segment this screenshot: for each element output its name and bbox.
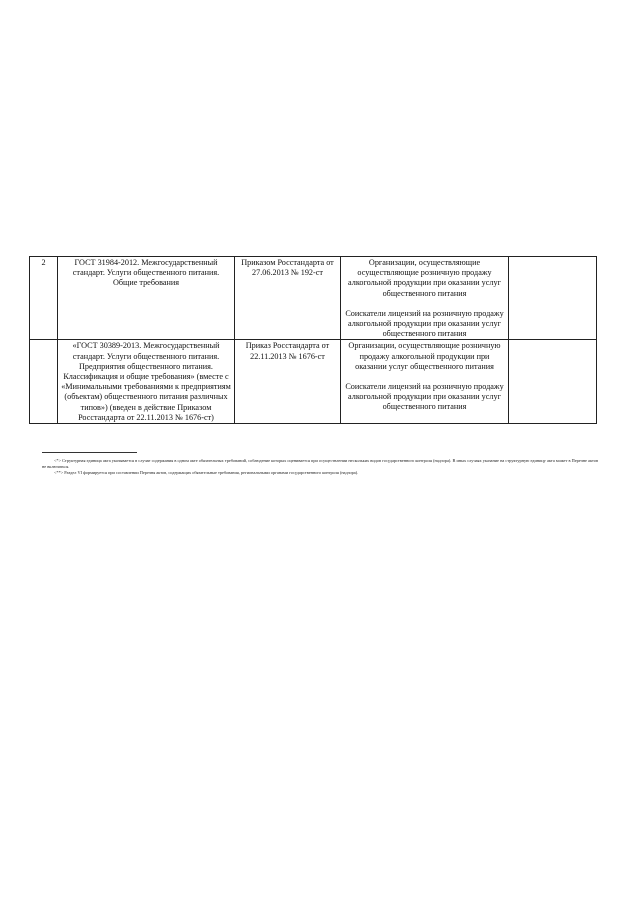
subjects-applicants: Соискатели лицензий на розничную продажу алкогольной продукции при оказании услуг общественного питания <box>345 308 504 339</box>
act-name: «ГОСТ 30389-2013. Межгосударственный стандарт. Услуги общественного питания. Предприятия общественного питания. Классификация и общие требования» (вместе с «Минимальными требованиями к предприятиям (объектам) общественного питания различных типов») (введен в действие Приказом Росстандарта от 22.11.2013 № 1676-ст) <box>58 340 235 424</box>
approval-order: Приказ Росстандарта от 22.11.2013 № 1676-ст <box>235 340 341 424</box>
paragraph-gap <box>344 372 505 382</box>
approval-order: Приказом Росстандарта от 27.06.2013 № 192-ст <box>235 257 341 340</box>
act-name: ГОСТ 31984-2012. Межгосударственный стандарт. Услуги общественного питания. Общие требования <box>58 257 235 340</box>
subjects-applicants: Соискатели лицензий на розничную продажу алкогольной продукции при оказании услуг общественного питания <box>345 382 504 412</box>
footnote-divider <box>42 452 137 453</box>
subjects-organizations: Организации, осуществляющие осуществляющие розничную продажу алкогольной продукции при оказании услуг общественного питания <box>348 258 501 298</box>
subjects-organizations: Организации, осуществляющие розничную продажу алкогольной продукции при оказании услуг общественного питания <box>348 341 501 371</box>
table-row <box>30 340 597 424</box>
row-number: 2 <box>30 257 58 340</box>
subjects-cell <box>341 257 509 340</box>
subjects-cell <box>341 340 509 424</box>
footnotes <box>42 458 598 477</box>
paragraph-gap <box>344 299 505 309</box>
structural-unit-cell <box>509 257 597 340</box>
footnote-section-vi: <**> Раздел VI формируется при составлении Перечня актов, содержащих обязательные требования, региональными органами государственного контроля (надзора). <box>54 470 359 476</box>
structural-unit-cell <box>509 340 597 424</box>
table-row <box>30 257 597 340</box>
row-number <box>30 340 58 424</box>
footnote-structural-unit: <*> Структурная единица акта указывается в случае содержания в одном акте обязательных требований, соблюдение которых оценивается при осуществлении нескольких видов государственного контроля (надзора). В иных случаях указание на структурную единицу акта может в Перечне актов не включаться. <box>42 458 598 470</box>
requirements-table <box>29 256 597 424</box>
